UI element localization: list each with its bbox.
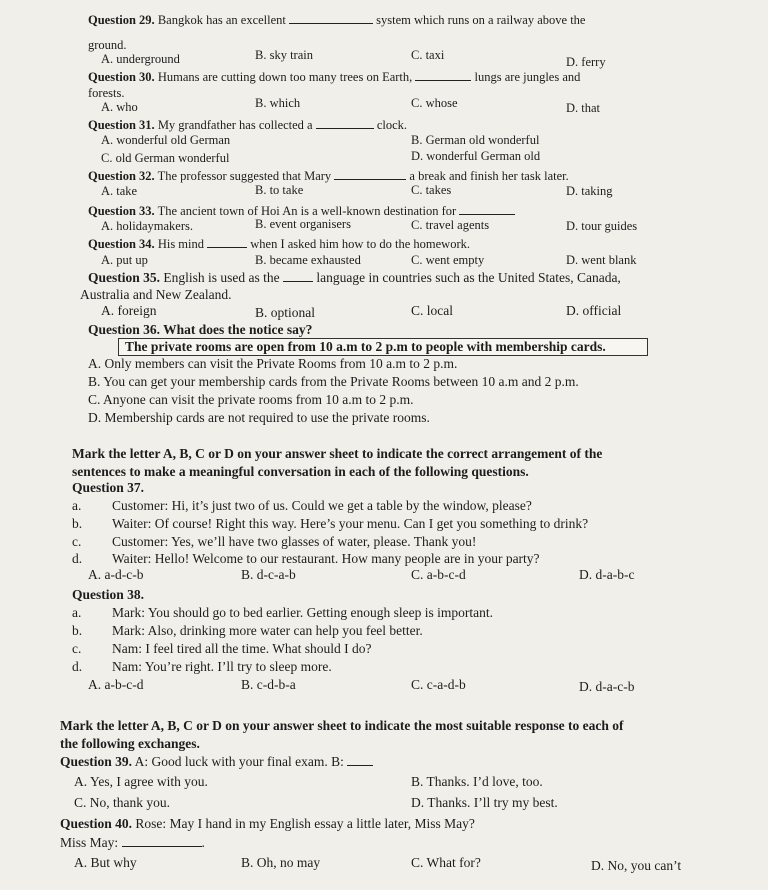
q36-title: Question 36. What does the notice say? — [88, 322, 313, 337]
notice-text: The private rooms are open from 10 a.m to 2 p.m to people with membership cards. — [125, 339, 606, 354]
q37-line-b: b. Waiter: Of course! Right this way. Here’s your menu. Can I get you something to drink? — [72, 516, 589, 531]
q36-option-d: D. Membership cards are not required to use the private rooms. — [88, 410, 430, 425]
q37-line-c: c. Customer: Yes, we’ll have two glasses of water, please. Thank you! — [72, 534, 477, 549]
q32-option-a: A. take — [101, 184, 138, 198]
q29-option-a: A. underground — [101, 52, 180, 66]
q38-title: Question 38. — [72, 587, 145, 602]
q31-stem: Question 31. My grandfather has collected a clock. — [88, 118, 408, 132]
q29-option-c: C. taxi — [411, 48, 445, 62]
q35-stem-line2: Australia and New Zealand. — [80, 287, 232, 302]
q38-option-b: B. c-d-b-a — [241, 677, 296, 692]
answer-blank — [347, 754, 373, 766]
q32-option-d: D. taking — [566, 184, 613, 198]
answer-blank — [207, 236, 247, 248]
q37-option-b: B. d-c-a-b — [241, 567, 296, 582]
q39-option-c: C. No, thank you. — [74, 795, 170, 810]
q33-stem: Question 33. The ancient town of Hoi An is a well-known destination for — [88, 203, 515, 219]
q34-option-d: D. went blank — [566, 253, 637, 267]
answer-blank — [316, 117, 374, 129]
answer-blank — [334, 168, 406, 180]
q40-option-d: D. No, you can’t — [591, 858, 682, 873]
q30-option-a: A. who — [101, 100, 138, 114]
q31-option-d: D. wonderful German old — [411, 149, 541, 163]
q30-stem-line1: Question 30. Humans are cutting down too many trees on Earth, lungs are jungles and — [88, 70, 581, 84]
q34-option-c: C. went empty — [411, 253, 485, 267]
answer-blank — [459, 203, 515, 215]
q37-line-d: d. Waiter: Hello! Welcome to our restaurant. How many people are in your party? — [72, 551, 540, 566]
q30-option-d: D. that — [566, 101, 601, 115]
q37-title: Question 37. — [72, 480, 145, 495]
q38-line-d: d. Nam: You’re right. I’ll try to sleep more. — [72, 659, 332, 674]
q31-option-c: C. old German wonderful — [101, 151, 230, 165]
q38-option-a: A. a-b-c-d — [88, 677, 144, 692]
notice-box — [118, 338, 648, 356]
q34-option-a: A. put up — [101, 253, 148, 267]
instruction-response-line2: the following exchanges. — [60, 736, 200, 751]
q40-option-a: A. But why — [74, 855, 137, 870]
q38-line-c: c. Nam: I feel tired all the time. What should I do? — [72, 641, 372, 656]
q33-option-b: B. event organisers — [255, 217, 351, 231]
q35-option-d: D. official — [566, 303, 622, 318]
q35-option-a: A. foreign — [101, 303, 157, 318]
instruction-response-line1: Mark the letter A, B, C or D on your answer sheet to indicate the most suitable response to each of — [60, 718, 624, 733]
instruction-arrangement-line1: Mark the letter A, B, C or D on your answer sheet to indicate the correct arrangement of the — [72, 446, 603, 461]
q40-option-c: C. What for? — [411, 855, 481, 870]
q29-option-b: B. sky train — [255, 48, 313, 62]
q37-option-a: A. a-d-c-b — [88, 567, 144, 582]
answer-blank — [289, 12, 373, 24]
q35-stem-line1: Question 35. English is used as the language in countries such as the United States, Canada, — [88, 270, 621, 285]
answer-blank — [415, 69, 471, 81]
q39-option-d: D. Thanks. I’ll try my best. — [411, 795, 558, 810]
q40-speaker-line: Miss May: . — [60, 835, 205, 850]
q34-option-b: B. became exhausted — [255, 253, 361, 267]
instruction-arrangement-line2: sentences to make a meaningful conversation in each of the following questions. — [72, 464, 529, 479]
q38-line-a: a. Mark: You should go to bed earlier. Getting enough sleep is important. — [72, 605, 493, 620]
q33-option-c: C. travel agents — [411, 218, 490, 232]
answer-blank — [283, 270, 313, 282]
q29-stem-line1: Question 29. Bangkok has an excellent system which runs on a railway above the — [88, 13, 586, 27]
q40-option-b: B. Oh, no may — [241, 855, 321, 870]
answer-blank — [122, 835, 202, 847]
q35-option-b: B. optional — [255, 305, 315, 320]
q29-stem-line2: ground. — [88, 38, 127, 52]
q39-option-a: A. Yes, I agree with you. — [74, 774, 208, 789]
q30-option-c: C. whose — [411, 96, 458, 110]
q35-option-c: C. local — [411, 303, 453, 318]
q37-line-a: a. Customer: Hi, it’s just two of us. Could we get a table by the window, please? — [72, 498, 532, 513]
q32-option-c: C. takes — [411, 183, 452, 197]
q38-option-d: D. d-a-c-b — [579, 679, 635, 694]
q36-option-c: C. Anyone can visit the private rooms from 10 a.m to 2 p.m. — [88, 392, 414, 407]
q30-stem-line2: forests. — [88, 86, 125, 100]
q36-option-a: A. Only members can visit the Private Rooms from 10 a.m to 2 p.m. — [88, 356, 458, 371]
q37-option-c: C. a-b-c-d — [411, 567, 466, 582]
q39-option-b: B. Thanks. I’d love, too. — [411, 774, 543, 789]
q38-option-c: C. c-a-d-b — [411, 677, 466, 692]
q37-option-d: D. d-a-b-c — [579, 567, 635, 582]
q33-option-d: D. tour guides — [566, 219, 638, 233]
q39-stem: Question 39. A: Good luck with your final exam. B: — [60, 754, 373, 770]
q40-stem: Question 40. Rose: May I hand in my English essay a little later, Miss May? — [60, 816, 475, 831]
q32-option-b: B. to take — [255, 183, 304, 197]
q38-line-b: b. Mark: Also, drinking more water can help you feel better. — [72, 623, 423, 638]
q32-stem: Question 32. The professor suggested that Mary a break and finish her task later. — [88, 169, 569, 183]
q29-option-d: D. ferry — [566, 55, 606, 69]
q36-option-b: B. You can get your membership cards from the Private Rooms between 10 a.m and 2 p.m. — [88, 374, 579, 389]
q31-option-a: A. wonderful old German — [101, 133, 231, 147]
q34-stem: Question 34. His mind when I asked him how to do the homework. — [88, 237, 471, 251]
q31-option-b: B. German old wonderful — [411, 133, 540, 147]
q30-option-b: B. which — [255, 96, 301, 110]
q33-option-a: A. holidaymakers. — [101, 219, 193, 233]
